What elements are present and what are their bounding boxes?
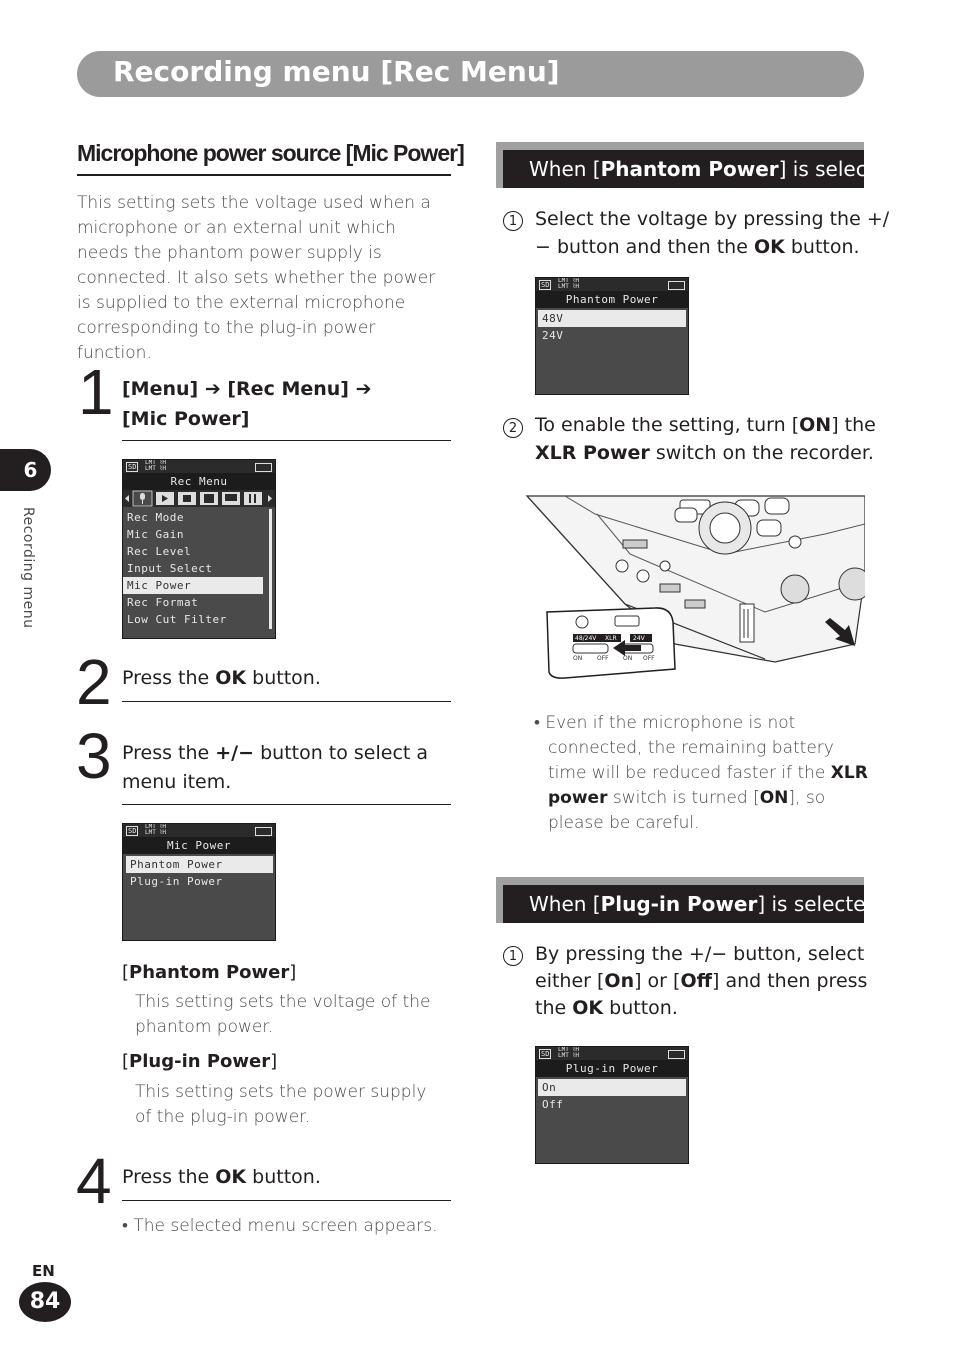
sd-card-icon: SD (541, 1050, 550, 1058)
status-indicators: LMT ⌇H LMT ⌇H (558, 1046, 579, 1059)
mic-power-screen (122, 823, 276, 941)
chapter-tab: 6 (0, 449, 51, 491)
phantom-note-line-5: please be careful. (548, 813, 700, 833)
menu-list (123, 854, 275, 890)
ok-button-label: OK (215, 1166, 247, 1188)
phantom-note-line-4: power switch is turned [ON], so (548, 788, 826, 808)
menu-item-selected[interactable]: 48V (538, 310, 686, 327)
battery-icon (255, 827, 272, 836)
phantom-power-screen (535, 277, 689, 395)
chapter-label: Recording menu (20, 507, 36, 629)
section-intro: This setting sets the voltage used when a microphone or an external unit which needs the phantom power supply is connected. It also sets whether the power is supplied to the external microphone corresponding to the plug-in power function. (77, 193, 436, 363)
step-1-line-2: [Mic Power] (122, 408, 250, 430)
screen-header: Plug-in Power (536, 1060, 688, 1077)
phantom-note-line-3: time will be reduced faster if the XLR (548, 763, 868, 783)
status-bar (123, 824, 275, 837)
screen-header: Rec Menu (123, 473, 275, 490)
menu-item[interactable]: Mic Gain (127, 528, 184, 541)
switch-label-48-24v: 48/24V (575, 635, 597, 642)
step-number: 1 (78, 356, 114, 428)
divider (122, 804, 451, 805)
step-circle: 1 (503, 210, 523, 231)
step-3-line-1: Press the +/− button to select a (122, 742, 429, 764)
step-circle: 1 (503, 945, 523, 966)
step-number: 2 (76, 646, 112, 718)
status-bar (123, 460, 275, 473)
plugin-step-1-line-2: either [On] or [Off] and then press (535, 970, 868, 992)
ok-button-label: OK (215, 667, 247, 689)
status-bar (536, 278, 688, 291)
rec-menu-screen (122, 459, 276, 639)
menu-item[interactable]: Rec Level (127, 545, 192, 558)
menu-item[interactable]: Plug-in Power (130, 875, 223, 888)
language-label: EN (32, 1262, 55, 1280)
step-number: 3 (76, 720, 112, 792)
divider (122, 440, 451, 441)
divider (122, 1200, 451, 1201)
section-title: Microphone power source [Mic Power] (77, 140, 451, 176)
menu-item-selected[interactable]: On (538, 1079, 686, 1096)
menu-list (536, 308, 688, 344)
scrollbar[interactable] (269, 509, 272, 629)
menu-item[interactable]: Rec Format (127, 596, 199, 609)
switch-label-on: ON (623, 655, 633, 662)
battery-icon (255, 463, 272, 472)
plus-minus-label: +/− (215, 742, 255, 764)
step-2-text: Press the OK button. (122, 667, 321, 689)
phantom-note-line-2: connected, the remaining battery (548, 738, 834, 758)
plugin-power-screen (535, 1046, 689, 1164)
definition-desc: This setting sets the voltage of the phantom power. (135, 992, 431, 1037)
page-title: Recording menu [Rec Menu] (113, 55, 560, 88)
menu-item-selected[interactable]: Phantom Power (126, 856, 273, 873)
plugin-step-1-line-1: By pressing the +/− button, select (535, 943, 865, 965)
sd-card-icon: SD (128, 463, 137, 471)
step-circle: 2 (503, 417, 523, 438)
step-number: 4 (76, 1145, 112, 1217)
switch-label-on: ON (573, 655, 583, 662)
plugin-step-1-line-3: the OK button. (535, 997, 678, 1019)
menu-tab-icons (123, 490, 275, 507)
phantom-step-1-line-1: Select the voltage by pressing the +/ (535, 208, 890, 230)
menu-list (536, 1077, 688, 1113)
recorder-illustration (525, 494, 865, 684)
menu-item[interactable]: 24V (542, 329, 564, 342)
battery-icon (668, 281, 685, 290)
page-number: 84 (19, 1282, 71, 1322)
sd-card-icon: SD (541, 281, 550, 289)
status-indicators: LMT ⌇H LMT ⌇H (558, 277, 579, 290)
page-title-bar (77, 51, 864, 97)
step-4-note: • The selected menu screen appears. (122, 1216, 438, 1236)
phantom-step-2-line-1: To enable the setting, turn [ON] the (535, 414, 876, 436)
phantom-note-line-1: • Even if the microphone is not (534, 713, 796, 733)
plugin-section-bar: When [Plug-in Power] is selected (503, 885, 864, 923)
status-bar (536, 1047, 688, 1060)
step-4-text: Press the OK button. (122, 1166, 321, 1188)
menu-list (123, 507, 275, 628)
menu-tab-row (123, 490, 275, 507)
definition-term: [Phantom Power] (122, 962, 297, 983)
menu-item[interactable]: Low Cut Filter (127, 613, 227, 626)
phantom-step-1-line-2: − button and then the OK button. (535, 236, 860, 258)
sd-card-icon: SD (128, 827, 137, 835)
definition-term: [Plug-in Power] (122, 1051, 278, 1072)
switch-label-off: OFF (643, 655, 655, 662)
status-indicators: LMT ⌇H LMT ⌇H (145, 459, 166, 472)
divider (122, 701, 451, 702)
battery-icon (668, 1050, 685, 1059)
menu-item[interactable]: Off (542, 1098, 564, 1111)
status-indicators: LMT ⌇H LMT ⌇H (145, 823, 166, 836)
menu-item-selected[interactable]: Mic Power (123, 577, 263, 594)
phantom-step-2-line-2: XLR Power switch on the recorder. (535, 442, 874, 464)
menu-item[interactable]: Rec Mode (127, 511, 184, 524)
definition-desc: This setting sets the power supply of the plug-in power. (135, 1082, 427, 1127)
screen-header: Phantom Power (536, 291, 688, 308)
step-1-line-1: [Menu] ➔ [Rec Menu] ➔ (122, 378, 372, 400)
screen-header: Mic Power (123, 837, 275, 854)
switch-label-off: OFF (597, 655, 609, 662)
phantom-section-bar: When [Phantom Power] is selected (503, 150, 864, 188)
step-3-line-2: menu item. (122, 771, 232, 793)
switch-label-xlr: XLR (605, 635, 617, 642)
switch-label-24v: 24V (633, 635, 645, 642)
menu-item[interactable]: Input Select (127, 562, 213, 575)
